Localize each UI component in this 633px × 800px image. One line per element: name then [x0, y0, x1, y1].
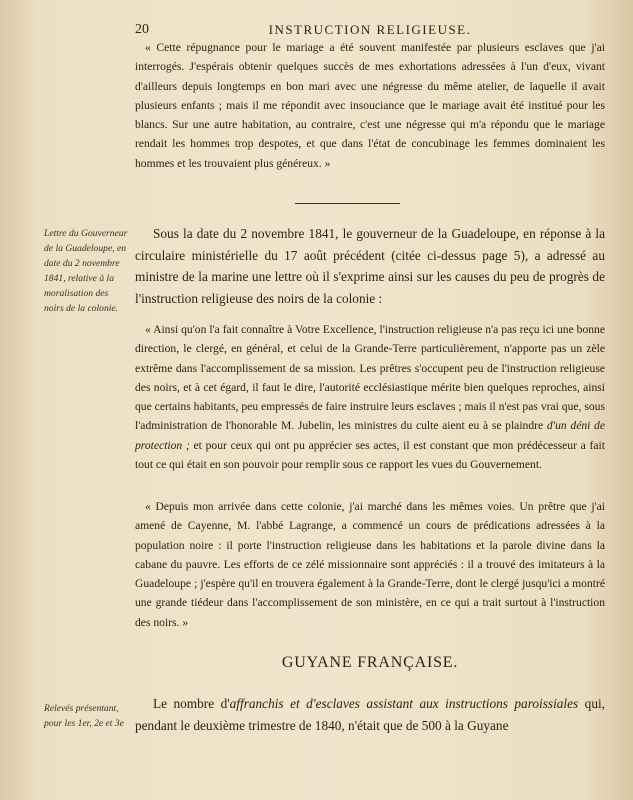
margin-note-guadeloupe: Lettre du Gouverneur de la Guadeloupe, en date du 2 novembre 1841, relative à la moralisation des noirs de la colonie.	[44, 228, 128, 314]
paragraph-guyane-text-end: qui, pendant le deuxième trimestre de 1840, n'était que de 500 à la Guyane	[135, 696, 606, 733]
paragraph-guyane-emphasis: affranchis et d'esclaves assistant aux instructions paroissiales	[229, 696, 579, 711]
running-title: INSTRUCTION RELIGIEUSE.	[268, 22, 472, 37]
section-divider	[295, 203, 400, 204]
paragraph-guyane-text: Le nombre d'	[153, 696, 230, 711]
paragraph-guyane	[135, 693, 605, 736]
section-heading: GUYANE FRANÇAISE.	[281, 654, 459, 671]
paragraph-guadeloupe-letter: Sous la date du 2 novembre 1841, le gouverneur de la Guadeloupe, en réponse à la circulaire ministérielle du 17 août précédent (citée ci-dessus page 5), a adressé au ministre de la marine une lettre où il s'exprime ainsi sur les causes du peu de progrès de l'instruction religieuse des noirs de la colonie :	[135, 226, 605, 306]
quote-governor-1	[135, 320, 605, 474]
margin-note-guyane: Relevés présentant, pour les 1er, 2e et 3e	[44, 703, 124, 729]
quote-governor-1-text-end: et pour ceux qui ont pu apprécier ses actes, il est constant que mon prédécesseur a fait tout ce qui était en son pouvoir pour remplir sous ce rapport les vues du Gouvernement.	[135, 438, 605, 472]
quote-top: « Cette répugnance pour le mariage a été souvent manifestée par plusieurs esclaves que j'ai interrogés. J'espérais obtenir quelques succès de mes exhortations adressées à l'un d'eux, vivant d'ailleurs depuis longtemps en bon mari avec une négresse du même atelier, de laquelle il avait plusieurs enfants ; mais il me répondit avec insouciance que le mariage avait été institué pour les blancs. Sur une autre habitation, au contraire, c'est une négresse qui m'a répondu que le mariage rendait les hommes trop despotes, et que dans l'état de concubinage les femmes dominaient les hommes et les trouvaient plus généreux. »	[135, 41, 605, 170]
page-number: 20	[135, 22, 149, 37]
quote-governor-2: « Depuis mon arrivée dans cette colonie, j'ai marché dans les mêmes voies. Un prêtre que j'ai amené de Cayenne, M. l'abbé Lagrange, a commencé un cours de prédications adressées à la population noire : il porte l'instruction religieuse dans les habitations et la parole divine dans la cabane du pauvre. Les efforts de ce zélé missionnaire sont appréciés : il a trouvé des imitateurs à la Guadeloupe ; j'espère qu'il en trouvera également à la Grande-Terre, dont le clergé jusqu'ici a montré une grande tiédeur dans l'accomplissement de son ministère, en ce qui a trait surtout à l'instruction des noirs. »	[135, 500, 605, 629]
quote-governor-1-emphasis: d'un déni de protection ;	[135, 419, 605, 452]
quote-governor-1-text: « Ainsi qu'on l'a fait connaître à Votre Excellence, l'instruction religieuse n'a pas reçu ici une bonne direction, le clergé, en général, et celui de la Grande-Terre particulièrement, n'apporte pas un zèle extrême dans l'accomplissement de sa mission. Les prêtres s'occupent peu de l'instruction religieuse des noirs, et à cet égard, il faut le dire, l'autorité ecclésiastique mérite bien quelques reproches, ainsi que certains habitants, peu empressés de faire instruire leurs esclaves ; mais il n'est pas vrai que, sous l'administration de l'honorable M. Jubelin, les ministres du culte aient eu à se plaindre	[135, 323, 605, 433]
